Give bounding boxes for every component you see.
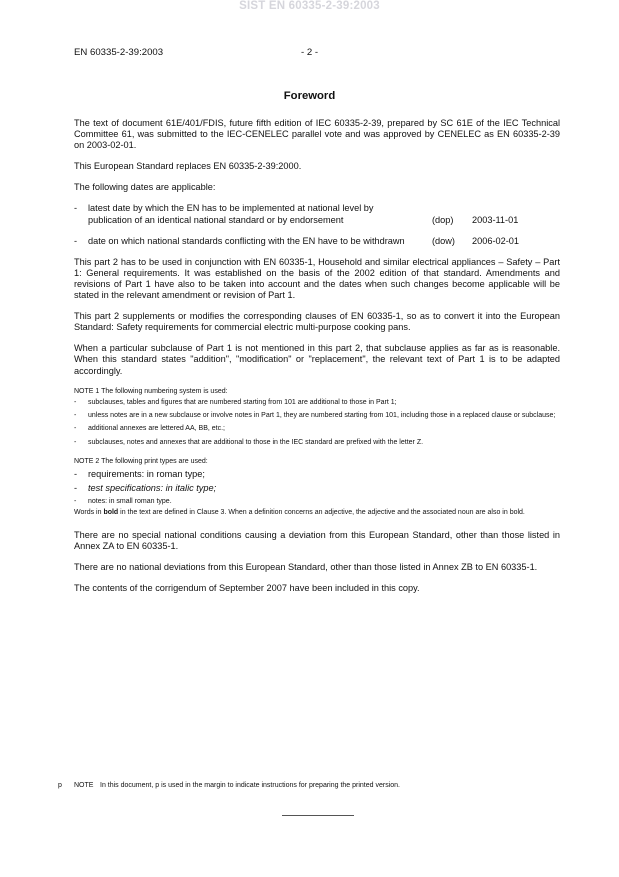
page-title: Foreword	[283, 90, 336, 102]
bold-words-paragraph	[74, 509, 560, 518]
list-dash: -	[74, 412, 77, 419]
note1-heading: NOTE 1 The following numbering system is used:	[74, 387, 228, 395]
list-dash: -	[74, 469, 78, 480]
list-dash: -	[74, 398, 77, 406]
bold-words-before: Words in	[74, 509, 104, 517]
page-number: - 2 -	[301, 47, 319, 58]
note2-heading: NOTE 2 The following print types are used:	[74, 458, 208, 466]
note1-item	[74, 399, 560, 407]
list-dash: -	[74, 203, 78, 214]
document-id: EN 60335-2-39:2003	[74, 47, 164, 58]
date-abbreviation: (dow)	[432, 235, 455, 246]
date-description: date on which national standards conflicting with the EN have to be withdrawn	[88, 235, 405, 246]
dates-intro: The following dates are applicable:	[74, 182, 216, 193]
foreword-body	[74, 118, 560, 604]
list-dash: -	[74, 235, 78, 246]
note1-item-text: subclauses, notes and annexes that are additional to those in the IEC standard are prefixed with the letter Z.	[88, 438, 424, 446]
final-note	[74, 782, 400, 789]
corrigendum-paragraph: The contents of the corrigendum of September 2007 have been included in this copy.	[74, 583, 420, 594]
margin-mark: p	[58, 782, 62, 789]
print-type-item	[74, 483, 560, 494]
print-type-small: notes: in small roman type.	[88, 498, 172, 506]
date-description: latest date by which the EN has to be implemented at national level by publication of an identical national standard or by endorsement	[88, 203, 374, 225]
list-dash: -	[74, 483, 78, 494]
date-item-dop	[74, 203, 560, 225]
conjunction-paragraph: This part 2 has to be used in conjunction with EN 60335-1, Household and similar electrical appliances – Safety – Part 1: General requirements. It was established on the basis of the 2002 edition of that standard. Amendments and revisions of Part 1 have also to be taken into account and the dates when such changes become applicable will be stated in the relevant amendment or revision of Part 1.	[74, 256, 560, 301]
subclause-paragraph: When a particular subclause of Part 1 is not mentioned in this part 2, that subclause applies as far as is reasonable. When this standard states "addition", "modification" or "replacement", the relevant text of Part 1 is to be adapted accordingly.	[74, 343, 560, 376]
date-value: 2003-11-01	[472, 214, 519, 225]
print-type-italic: test specifications: in italic type;	[88, 483, 217, 494]
national-deviations-paragraph: There are no national deviations from this European Standard, other than those listed in Annex ZB to EN 60335-1.	[74, 562, 538, 572]
print-type-item	[74, 497, 560, 506]
note1-item	[74, 412, 560, 420]
date-item-dow	[74, 236, 560, 247]
special-conditions-paragraph: There are no special national conditions causing a deviation from this European Standard, other than those listed in Annex ZA to EN 60335-1.	[74, 529, 560, 551]
watermark: SIST EN 60335-2-39:2003	[239, 0, 380, 12]
print-type-roman: requirements: in roman type;	[88, 469, 205, 480]
print-type-item	[74, 469, 560, 480]
bold-words-after: in the text are defined in Clause 3. When a definition concerns an adjective, the adjective and the associated noun are also in bold.	[118, 509, 525, 517]
date-value: 2006-02-01	[472, 235, 519, 246]
note1-item	[74, 425, 560, 433]
date-abbreviation: (dop)	[432, 214, 454, 225]
intro-paragraph: The text of document 61E/401/FDIS, future fifth edition of IEC 60335-2-39, prepared by SC 61E of the IEC Technical Committee 61, was submitted to the IEC-CENELEC parallel vote and was approved by CENELEC as EN 60335-2-39 on 2003-02-01.	[74, 118, 560, 151]
final-note-text: In this document, p is used in the margin to indicate instructions for preparing the printed version.	[100, 782, 400, 789]
list-dash: -	[74, 498, 77, 506]
list-dash: -	[74, 425, 77, 433]
note1-item-text: subclauses, tables and figures that are numbered starting from 101 are additional to those in Part 1;	[88, 398, 397, 406]
note1-item-text: unless notes are in a new subclause or involve notes in Part 1, they are numbered starting from 101, including those in a replaced clause or subclause;	[88, 412, 556, 419]
final-note-label: NOTE	[74, 782, 94, 789]
replaces-paragraph: This European Standard replaces EN 60335-2-39:2000.	[74, 161, 302, 172]
note1-item-text: additional annexes are lettered AA, BB, etc.;	[88, 425, 225, 433]
end-divider	[282, 815, 354, 816]
supplements-paragraph: This part 2 supplements or modifies the corresponding clauses of EN 60335-1, so as to convert it into the European Standard: Safety requirements for commercial electric multi-purpose cooking pans.	[74, 311, 560, 333]
dates-list	[74, 203, 560, 246]
bold-words-bold: bold	[103, 509, 119, 517]
list-dash: -	[74, 438, 77, 446]
note1-item	[74, 439, 560, 447]
